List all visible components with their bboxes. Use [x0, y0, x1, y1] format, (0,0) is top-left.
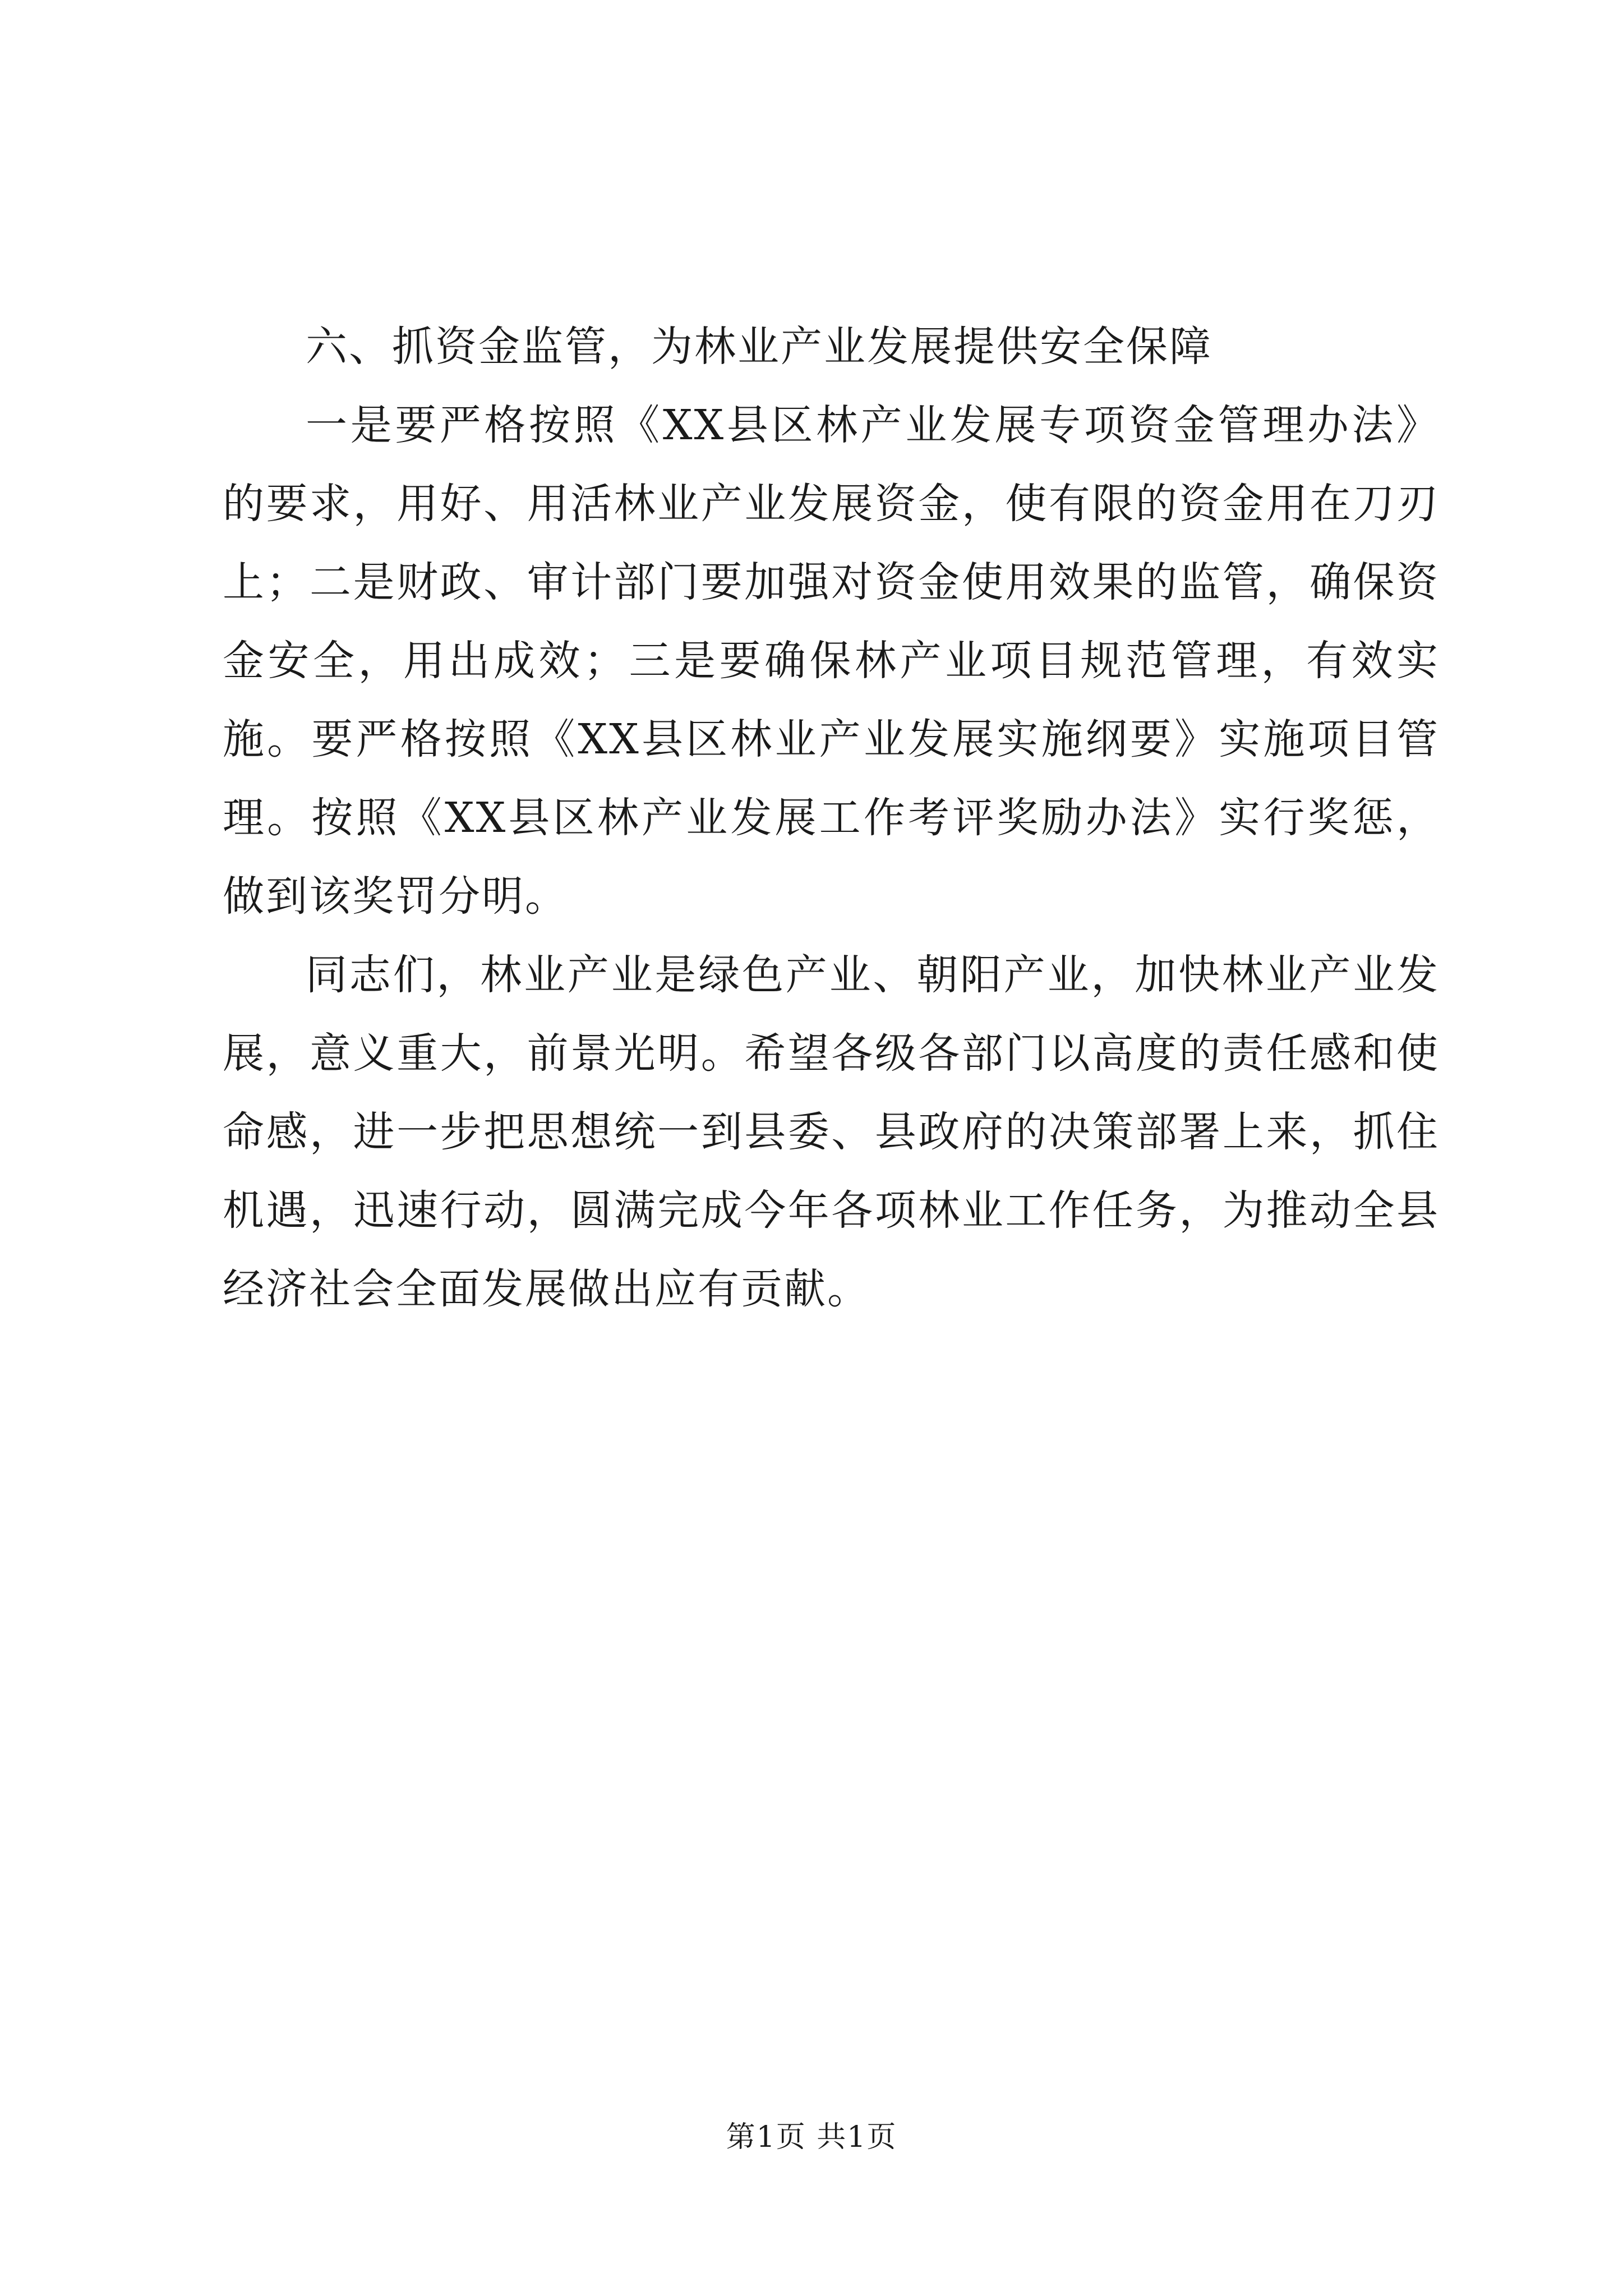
- body-paragraph-closing: 同志们，林业产业是绿色产业、朝阳产业，加快林业产业发展，意义重大，前景光明。希望各级各部门以高度的责任感和使命感，进一步把思想统一到县委、县政府的决策部署上来，抓住机遇，迅速行动，圆满完成今年各项林业工作任务，为推动全县经济社会全面发展做出应有贡献。: [223, 951, 1440, 1313]
- page-footer: [0, 2119, 1623, 2155]
- section-heading: 六、抓资金监管，为林业产业发展提供安全保障: [306, 323, 1212, 371]
- page-number: 第1页 共1页: [726, 2120, 897, 2154]
- body-paragraph-funds: 一是要严格按照《XX县区林产业发展专项资金管理办法》的要求，用好、用活林业产业发展资金，使有限的资金用在刀刃上；二是财政、审计部门要加强对资金使用效果的监管，确保资金安全，用出成效；三是要确保林产业项目规范管理，有效实施。要严格按照《XX县区林业产业发展实施纲要》实施项目管理。按照《XX县区林产业发展工作考评奖励办法》实行奖惩，做到该奖罚分明。: [223, 401, 1440, 921]
- document-body: [223, 307, 1440, 1328]
